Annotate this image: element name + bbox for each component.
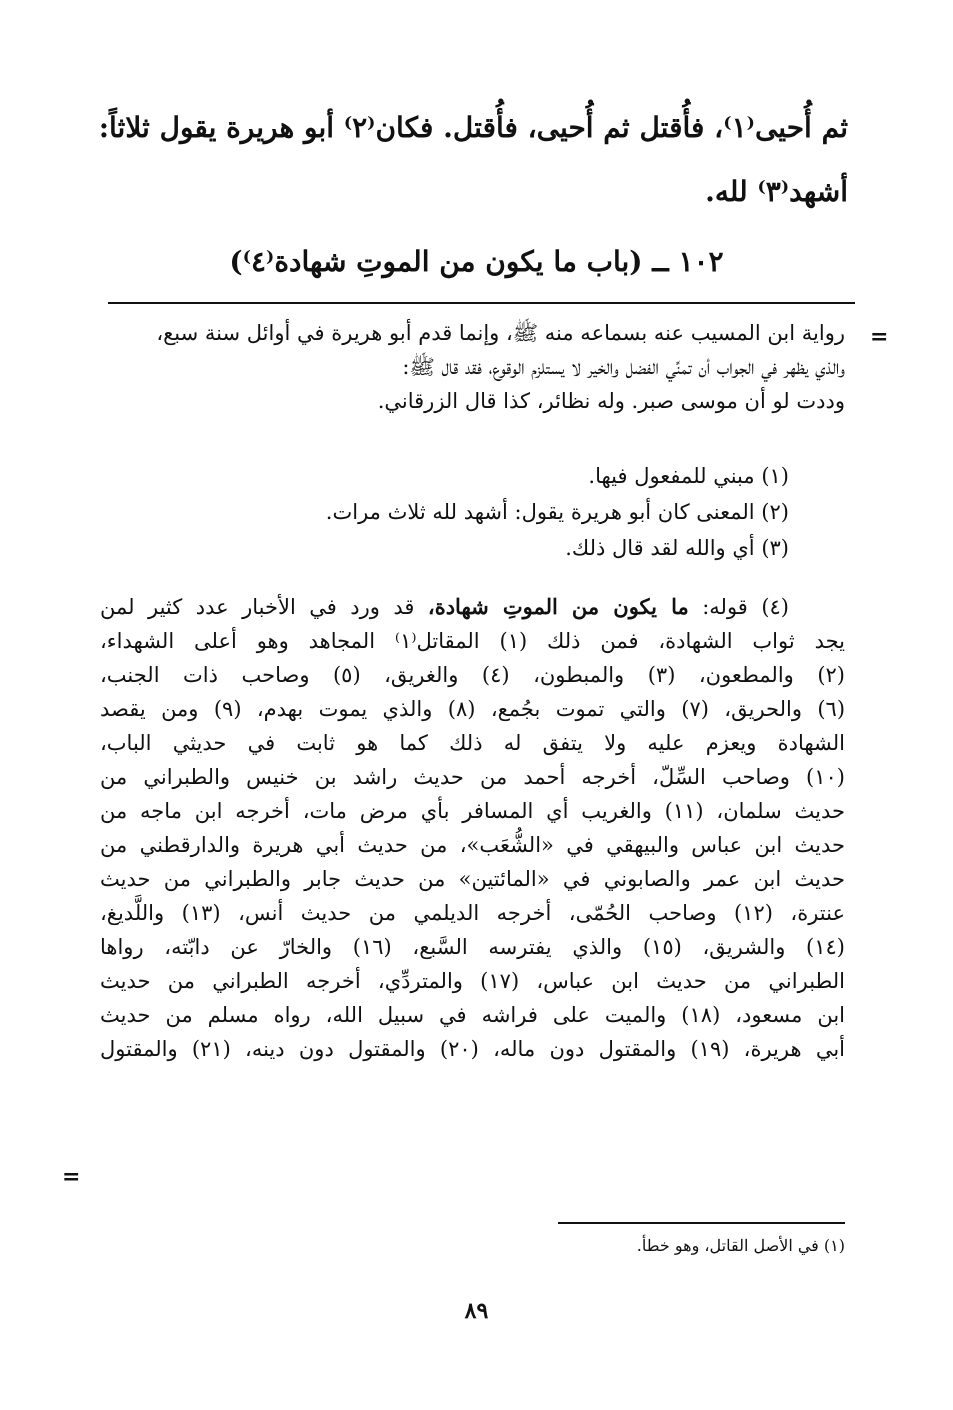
note-4-line-1 <box>100 590 845 624</box>
continuation-mark-top: = <box>870 324 889 350</box>
note-4-line-3: (٢) والمطعون، (٣) والمبطون، (٤) والغريق، (٥) وصاحب ذات الجنب، <box>100 663 845 687</box>
note-4-line-10: عنترة، (١٢) وصاحب الحُمّى، أخرجه الديلمي من حديث أنس، (١٣) واللَّديغ، <box>100 901 845 925</box>
page-number: ٨٩ <box>464 1298 489 1324</box>
commentary-line-1: رواية ابن المسيب عنه بسماعه منه ﷺ، وإنما قدم أبو هريرة في أوائل سنة سبع، <box>156 321 845 345</box>
note-4-line-12: الطبراني من حديث ابن عباس، (١٧) والمتردِّي، أخرجه الطبراني من حديث <box>100 969 845 993</box>
footnote: (١) في الأصل القاتل، وهو خطأ. <box>636 1236 845 1255</box>
note-4-line-8: حديث ابن عباس والبيهقي في «الشُّعَب»، من حديث أبي هريرة والدارقطني من <box>100 833 845 857</box>
note-4-line-4: (٦) والحريق، (٧) والتي تموت بجُمع، (٨) والذي يموت بهدم، (٩) ومن يقصد <box>100 697 846 721</box>
note-4-line-9: حديث ابن عمر والصابوني في «المائتين» من حديث جابر والطبراني من حديث <box>100 867 845 891</box>
commentary-line-2: والذي يظهر في الجواب أن تمنِّي الفضل والخير لا يستلزم الوقوع، فقد قال ﷺ: <box>402 355 845 379</box>
note-4-lead-bold: ما يكون من الموتِ شهادة، <box>427 594 689 619</box>
note-2: (٢) المعنى كان أبو هريرة يقول: أشهد لله ثلاث مرات. <box>325 500 789 524</box>
commentary-block <box>100 316 845 418</box>
note-4-line-7: حديث سلمان، (١١) والغريب أي المسافر بأي مرض مات، أخرجه ابن ماجه من <box>100 799 845 823</box>
note-4-line-5: الشهادة ويعزم عليه ولا يتفق له ذلك كما هو ثابت في حديثي الباب، <box>100 731 845 755</box>
main-text-line-1: ثم أُحيى⁽١⁾، فأُقتل ثم أُحيى، فأُقتل. فكان⁽٢⁾ أبو هريرة يقول ثلاثاً: <box>98 111 848 144</box>
main-text-line-2: أشهد⁽٣⁾ لله. <box>705 175 848 208</box>
note-4-block <box>100 590 845 1066</box>
separator-rule <box>108 302 855 304</box>
commentary-line-3: وددت لو أن موسى صبر. وله نظائر، كذا قال الزرقاني. <box>377 389 845 413</box>
notes-list <box>100 458 845 566</box>
chapter-heading: ١٠٢ ــ (باب ما يكون من الموتِ شهادة⁽٤⁾) <box>229 245 724 278</box>
note-1: (١) مبني للمفعول فيها. <box>588 464 789 488</box>
note-4-line-13: ابن مسعود، (١٨) والميت على فراشه في سبيل الله، رواه مسلم من حديث <box>100 1003 846 1027</box>
note-3: (٣) أي والله لقد قال ذلك. <box>565 536 789 560</box>
note-4-line-14: أبي هريرة، (١٩) والمقتول دون ماله، (٢٠) والمقتول دون دينه، (٢١) والمقتول <box>100 1037 846 1061</box>
note-4-line-11: (١٤) والشريق، (١٥) والذي يفترسه السَّبع، (١٦) والخارّ عن دابّته، رواها <box>100 935 845 959</box>
footnote-rule <box>558 1222 845 1224</box>
note-4-line-6: (١٠) وصاحب السِّلّ، أخرجه أحمد من حديث راشد بن خنيس والطبراني من <box>100 765 845 789</box>
note-4-lead: (٤) قوله: <box>688 595 789 619</box>
continuation-mark-bottom: = <box>62 1164 81 1190</box>
note-4-line-2: يجد ثواب الشهادة، فمن ذلك (١) المقاتل⁽١⁾ المجاهد وهو أعلى الشهداء، <box>100 629 845 653</box>
note-4-line-1-rest: قد ورد في الأخبار عدد كثير لمن <box>100 595 428 619</box>
